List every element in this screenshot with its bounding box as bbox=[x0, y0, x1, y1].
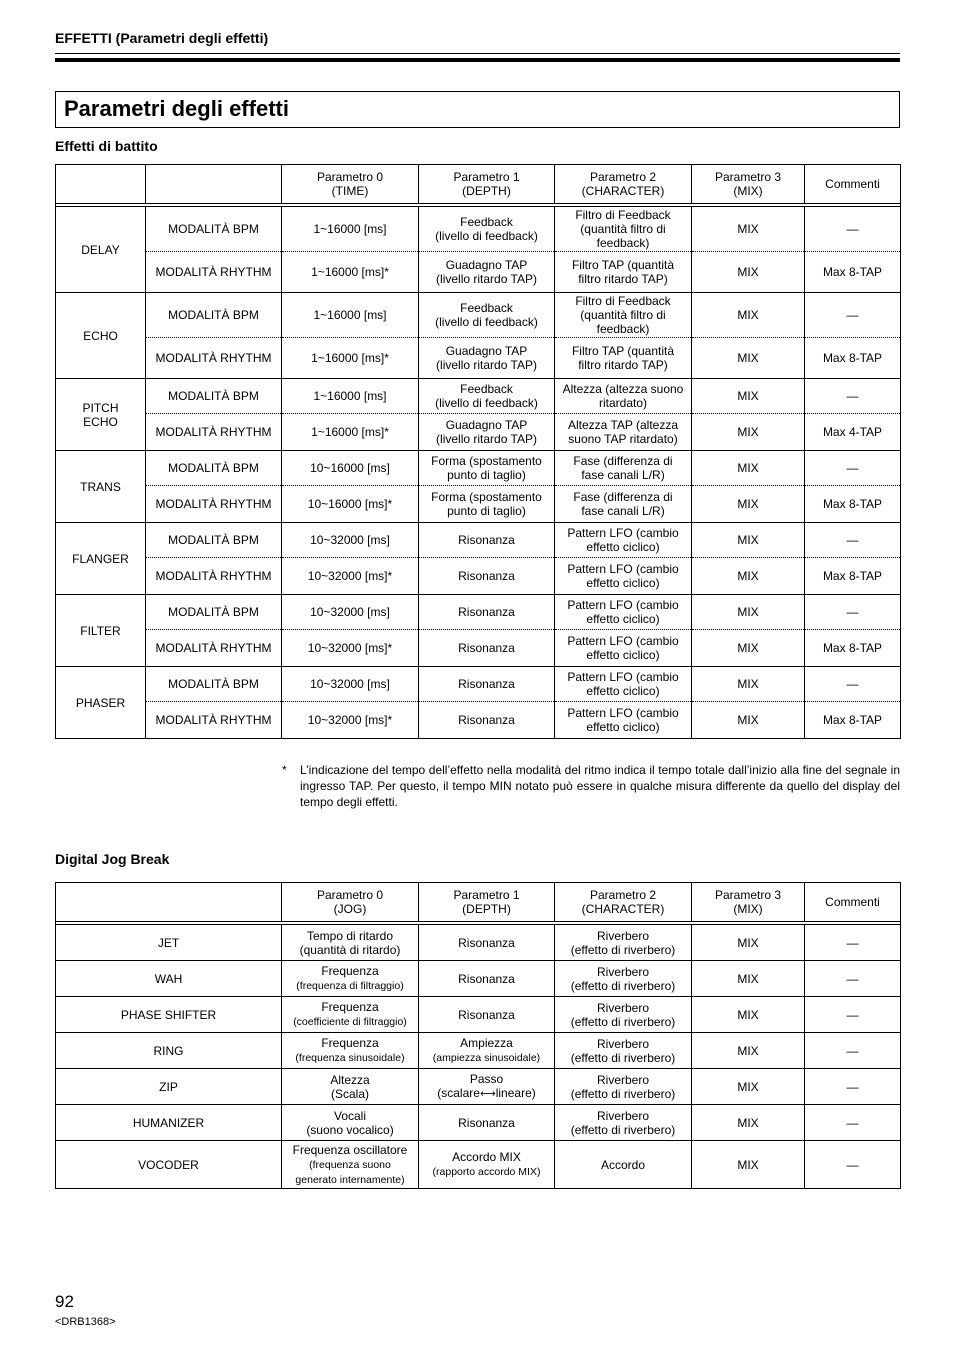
beat-cell: — bbox=[805, 207, 901, 252]
beat-cell: MODALITÀ RHYTHM bbox=[146, 486, 282, 523]
beat-cell: MIX bbox=[692, 252, 805, 293]
beat-row bbox=[56, 414, 901, 451]
beat-cell: Pattern LFO (cambio effetto ciclico) bbox=[555, 667, 692, 702]
beat-cell: Risonanza bbox=[419, 630, 555, 667]
beat-cell: 10~32000 [ms]* bbox=[282, 558, 419, 595]
page-number: 92 bbox=[55, 1292, 74, 1311]
beat-cell: MIX bbox=[692, 486, 805, 523]
beat-cell: Max 8-TAP bbox=[805, 486, 901, 523]
jog-param1-main: Risonanza bbox=[458, 971, 515, 986]
beat-row bbox=[56, 667, 901, 702]
beat-cell: Risonanza bbox=[419, 595, 555, 630]
jog-column-header: Parametro 0 (JOG) bbox=[282, 883, 419, 922]
beat-cell: — bbox=[805, 379, 901, 414]
beat-cell: MIX bbox=[692, 207, 805, 252]
jog-column-header: Parametro 1 (DEPTH) bbox=[419, 883, 555, 922]
beat-cell: Filtro TAP (quantità filtro ritardo TAP) bbox=[555, 252, 692, 293]
jog-param0-sub: (Scala) bbox=[330, 1086, 369, 1101]
jog-comment: — bbox=[805, 925, 901, 961]
beat-row bbox=[56, 702, 901, 739]
footnote-marker: * bbox=[282, 763, 287, 777]
beat-cell: MODALITÀ BPM bbox=[146, 207, 282, 252]
beat-cell: Filtro di Feedback (quantità filtro di feedback) bbox=[555, 207, 692, 252]
jog-param3: MIX bbox=[692, 1033, 805, 1069]
beat-cell: MIX bbox=[692, 338, 805, 379]
beat-cell: MODALITÀ BPM bbox=[146, 451, 282, 486]
jog-param1-main: Risonanza bbox=[458, 935, 515, 950]
beat-heading: Effetti di battito bbox=[55, 138, 158, 154]
jog-row bbox=[56, 1069, 901, 1105]
beat-cell: Filtro TAP (quantità filtro ritardo TAP) bbox=[555, 338, 692, 379]
beat-cell: Pattern LFO (cambio effetto ciclico) bbox=[555, 630, 692, 667]
beat-cell: Fase (differenza di fase canali L/R) bbox=[555, 486, 692, 523]
beat-cell: MODALITÀ BPM bbox=[146, 523, 282, 558]
jog-heading: Digital Jog Break bbox=[55, 851, 170, 867]
beat-cell: MIX bbox=[692, 451, 805, 486]
header-rule-thin bbox=[55, 53, 900, 54]
beat-cell: 1~16000 [ms]* bbox=[282, 414, 419, 451]
beat-cell: Altezza (altezza suono ritardato) bbox=[555, 379, 692, 414]
jog-effect-name: PHASE SHIFTER bbox=[56, 997, 282, 1033]
beat-row bbox=[56, 595, 901, 630]
beat-row bbox=[56, 451, 901, 486]
jog-row bbox=[56, 1141, 901, 1189]
jog-param2: Riverbero (effetto di riverbero) bbox=[555, 925, 692, 961]
beat-cell: Guadagno TAP (livello ritardo TAP) bbox=[419, 414, 555, 451]
beat-cell: 1~16000 [ms] bbox=[282, 379, 419, 414]
beat-column-header: Commenti bbox=[805, 165, 901, 204]
beat-cell: MODALITÀ RHYTHM bbox=[146, 338, 282, 379]
beat-cell: Feedback (livello di feedback) bbox=[419, 293, 555, 338]
jog-param0-main: Vocali bbox=[333, 1108, 367, 1123]
jog-param1 bbox=[419, 925, 555, 961]
beat-row bbox=[56, 558, 901, 595]
jog-column-header: Parametro 3 (MIX) bbox=[692, 883, 805, 922]
beat-cell: MODALITÀ RHYTHM bbox=[146, 558, 282, 595]
beat-cell: Risonanza bbox=[419, 667, 555, 702]
beat-column-header: Parametro 2 (CHARACTER) bbox=[555, 165, 692, 204]
jog-param0-main: Frequenza bbox=[321, 964, 379, 978]
effect-name: FILTER bbox=[56, 595, 146, 667]
jog-param1 bbox=[419, 1105, 555, 1141]
jog-column-header: Commenti bbox=[805, 883, 901, 922]
beat-cell: Filtro di Feedback (quantità filtro di feedback) bbox=[555, 293, 692, 338]
beat-cell: — bbox=[805, 667, 901, 702]
jog-effect-name: JET bbox=[56, 925, 282, 961]
jog-comment: — bbox=[805, 1069, 901, 1105]
beat-cell: 10~32000 [ms] bbox=[282, 523, 419, 558]
beat-row bbox=[56, 293, 901, 338]
jog-comment: — bbox=[805, 997, 901, 1033]
beat-cell: 1~16000 [ms]* bbox=[282, 252, 419, 293]
beat-row bbox=[56, 523, 901, 558]
jog-param3: MIX bbox=[692, 961, 805, 997]
effect-name: DELAY bbox=[56, 207, 146, 293]
beat-row bbox=[56, 252, 901, 293]
jog-effect-name: HUMANIZER bbox=[56, 1105, 282, 1141]
jog-row bbox=[56, 925, 901, 961]
beat-cell: Forma (spostamento punto di taglio) bbox=[419, 451, 555, 486]
jog-param0 bbox=[282, 1105, 419, 1141]
beat-cell: MODALITÀ BPM bbox=[146, 595, 282, 630]
beat-cell: MIX bbox=[692, 667, 805, 702]
jog-param0 bbox=[282, 997, 419, 1033]
beat-row bbox=[56, 207, 901, 252]
jog-param2: Riverbero (effetto di riverbero) bbox=[555, 997, 692, 1033]
jog-param2: Riverbero (effetto di riverbero) bbox=[555, 1033, 692, 1069]
jog-param0-main: Frequenza bbox=[321, 1000, 379, 1014]
jog-param3: MIX bbox=[692, 925, 805, 961]
jog-param2: Accordo bbox=[555, 1141, 692, 1189]
jog-param1-main: Accordo MIX bbox=[452, 1150, 521, 1164]
jog-param0 bbox=[282, 1033, 419, 1069]
jog-param0-sub: (suono vocalico) bbox=[306, 1122, 394, 1137]
jog-param3: MIX bbox=[692, 1141, 805, 1189]
jog-effect-name: RING bbox=[56, 1033, 282, 1069]
jog-param0-sub: (quantità di ritardo) bbox=[299, 942, 401, 957]
beat-cell: MODALITÀ BPM bbox=[146, 293, 282, 338]
jog-comment: — bbox=[805, 1033, 901, 1069]
effect-name: PITCH ECHO bbox=[56, 379, 146, 451]
jog-param2: Riverbero (effetto di riverbero) bbox=[555, 961, 692, 997]
header-title: EFFETTI (Parametri degli effetti) bbox=[55, 30, 269, 46]
effect-name: TRANS bbox=[56, 451, 146, 523]
effect-name: FLANGER bbox=[56, 523, 146, 595]
beat-cell: 10~32000 [ms]* bbox=[282, 702, 419, 739]
jog-param0-sub: (frequenza suono generato internamente) bbox=[295, 1158, 405, 1186]
beat-cell: Max 8-TAP bbox=[805, 252, 901, 293]
beat-cell: Pattern LFO (cambio effetto ciclico) bbox=[555, 523, 692, 558]
beat-cell: MODALITÀ BPM bbox=[146, 379, 282, 414]
beat-header-row bbox=[56, 165, 901, 204]
beat-cell: Fase (differenza di fase canali L/R) bbox=[555, 451, 692, 486]
jog-row bbox=[56, 961, 901, 997]
beat-column-header: Parametro 3 (MIX) bbox=[692, 165, 805, 204]
beat-cell: Feedback (livello di feedback) bbox=[419, 207, 555, 252]
beat-cell: MIX bbox=[692, 379, 805, 414]
jog-param0 bbox=[282, 961, 419, 997]
beat-row bbox=[56, 338, 901, 379]
beat-cell: MODALITÀ RHYTHM bbox=[146, 702, 282, 739]
jog-param0-sub: (coefficiente di filtraggio) bbox=[293, 1016, 407, 1028]
beat-cell: MIX bbox=[692, 558, 805, 595]
jog-param0-main: Altezza bbox=[330, 1072, 370, 1087]
beat-cell: Guadagno TAP (livello ritardo TAP) bbox=[419, 338, 555, 379]
jog-column-header bbox=[56, 883, 282, 922]
jog-comment: — bbox=[805, 1105, 901, 1141]
jog-param0 bbox=[282, 1069, 419, 1105]
beat-cell: Max 8-TAP bbox=[805, 558, 901, 595]
section-title: Parametri degli effetti bbox=[64, 96, 289, 121]
jog-param0-sub: (frequenza di filtraggio) bbox=[296, 980, 404, 992]
beat-cell: MIX bbox=[692, 523, 805, 558]
beat-cell: Risonanza bbox=[419, 702, 555, 739]
jog-param1-sub: (ampiezza sinusoidale) bbox=[432, 1052, 541, 1064]
jog-param3: MIX bbox=[692, 1069, 805, 1105]
beat-cell: — bbox=[805, 523, 901, 558]
beat-cell: 1~16000 [ms] bbox=[282, 293, 419, 338]
jog-column-header: Parametro 2 (CHARACTER) bbox=[555, 883, 692, 922]
beat-row bbox=[56, 630, 901, 667]
jog-param1 bbox=[419, 1033, 555, 1069]
beat-cell: MIX bbox=[692, 630, 805, 667]
header-rule-thick bbox=[55, 58, 900, 62]
beat-cell: Pattern LFO (cambio effetto ciclico) bbox=[555, 595, 692, 630]
beat-column-header bbox=[146, 165, 282, 204]
beat-cell: Max 8-TAP bbox=[805, 338, 901, 379]
beat-effects-table bbox=[55, 164, 901, 739]
beat-column-header: Parametro 0 (TIME) bbox=[282, 165, 419, 204]
beat-cell: 1~16000 [ms]* bbox=[282, 338, 419, 379]
jog-param2: Riverbero (effetto di riverbero) bbox=[555, 1105, 692, 1141]
beat-row bbox=[56, 486, 901, 523]
jog-param1-main: Risonanza bbox=[458, 1007, 515, 1022]
beat-cell: Max 8-TAP bbox=[805, 702, 901, 739]
footnote bbox=[282, 762, 900, 810]
zip-step-left: (scalare bbox=[437, 1086, 480, 1100]
jog-break-table bbox=[55, 882, 901, 1189]
beat-row bbox=[56, 379, 901, 414]
beat-cell: MODALITÀ RHYTHM bbox=[146, 252, 282, 293]
jog-param1-sub: (rapporto accordo MIX) bbox=[432, 1166, 541, 1178]
beat-cell: Pattern LFO (cambio effetto ciclico) bbox=[555, 702, 692, 739]
beat-cell: Max 4-TAP bbox=[805, 414, 901, 451]
beat-cell: 10~16000 [ms] bbox=[282, 451, 419, 486]
jog-param0-main: Frequenza bbox=[321, 1036, 379, 1050]
beat-cell: MODALITÀ RHYTHM bbox=[146, 414, 282, 451]
jog-header-row bbox=[56, 883, 901, 922]
jog-row bbox=[56, 997, 901, 1033]
jog-param0 bbox=[282, 925, 419, 961]
beat-cell: Max 8-TAP bbox=[805, 630, 901, 667]
beat-cell: 10~32000 [ms] bbox=[282, 667, 419, 702]
jog-param3: MIX bbox=[692, 1105, 805, 1141]
section-title-box bbox=[55, 91, 900, 128]
jog-param1 bbox=[419, 1069, 555, 1105]
beat-cell: Risonanza bbox=[419, 523, 555, 558]
beat-cell: 10~32000 [ms]* bbox=[282, 630, 419, 667]
jog-param1 bbox=[419, 1141, 555, 1189]
jog-effect-name: VOCODER bbox=[56, 1141, 282, 1189]
jog-effect-name: ZIP bbox=[56, 1069, 282, 1105]
beat-column-header: Parametro 1 (DEPTH) bbox=[419, 165, 555, 204]
beat-cell: 10~32000 [ms] bbox=[282, 595, 419, 630]
effect-name: ECHO bbox=[56, 293, 146, 379]
jog-param1 bbox=[419, 961, 555, 997]
double-arrow-icon: ⟷ bbox=[479, 1088, 496, 1100]
jog-param0-main: Tempo di ritardo bbox=[306, 928, 394, 943]
jog-row bbox=[56, 1105, 901, 1141]
beat-cell: Guadagno TAP (livello ritardo TAP) bbox=[419, 252, 555, 293]
jog-comment: — bbox=[805, 961, 901, 997]
jog-param0-main: Frequenza oscillatore bbox=[292, 1142, 408, 1157]
beat-cell: 1~16000 [ms] bbox=[282, 207, 419, 252]
jog-param0 bbox=[282, 1141, 419, 1189]
beat-cell: MIX bbox=[692, 293, 805, 338]
document-code: <DRB1368> bbox=[55, 1316, 116, 1328]
jog-param1 bbox=[419, 997, 555, 1033]
beat-cell: MIX bbox=[692, 414, 805, 451]
zip-step-right: lineare) bbox=[495, 1086, 536, 1100]
jog-row bbox=[56, 1033, 901, 1069]
beat-cell: Pattern LFO (cambio effetto ciclico) bbox=[555, 558, 692, 595]
beat-cell: Feedback (livello di feedback) bbox=[419, 379, 555, 414]
beat-cell: Forma (spostamento punto di taglio) bbox=[419, 486, 555, 523]
jog-param3: MIX bbox=[692, 997, 805, 1033]
beat-cell: — bbox=[805, 595, 901, 630]
jog-effect-name: WAH bbox=[56, 961, 282, 997]
effect-name: PHASER bbox=[56, 667, 146, 739]
beat-column-header bbox=[56, 165, 146, 204]
beat-cell: — bbox=[805, 293, 901, 338]
jog-param1-main: Ampiezza bbox=[460, 1036, 513, 1050]
jog-param0-sub: (frequenza sinusoidale) bbox=[295, 1052, 405, 1064]
beat-cell: Altezza TAP (altezza suono TAP ritardato) bbox=[555, 414, 692, 451]
beat-cell: MODALITÀ RHYTHM bbox=[146, 630, 282, 667]
beat-cell: MIX bbox=[692, 702, 805, 739]
footnote-text: L’indicazione del tempo dell’effetto nella modalità del ritmo indica il tempo totale dall’inizio alla fine del segnale in ingresso TAP. Per questo, il tempo MIN notato può essere in qualche misura differente da quello del display del tempo degli effetti. bbox=[300, 763, 900, 809]
jog-param1-main: Risonanza bbox=[458, 1115, 515, 1130]
beat-cell: MIX bbox=[692, 595, 805, 630]
jog-param1-main: Passo bbox=[469, 1072, 504, 1086]
beat-cell: — bbox=[805, 451, 901, 486]
jog-param2: Riverbero (effetto di riverbero) bbox=[555, 1069, 692, 1105]
beat-cell: 10~16000 [ms]* bbox=[282, 486, 419, 523]
beat-cell: MODALITÀ BPM bbox=[146, 667, 282, 702]
jog-comment: — bbox=[805, 1141, 901, 1189]
beat-cell: Risonanza bbox=[419, 558, 555, 595]
